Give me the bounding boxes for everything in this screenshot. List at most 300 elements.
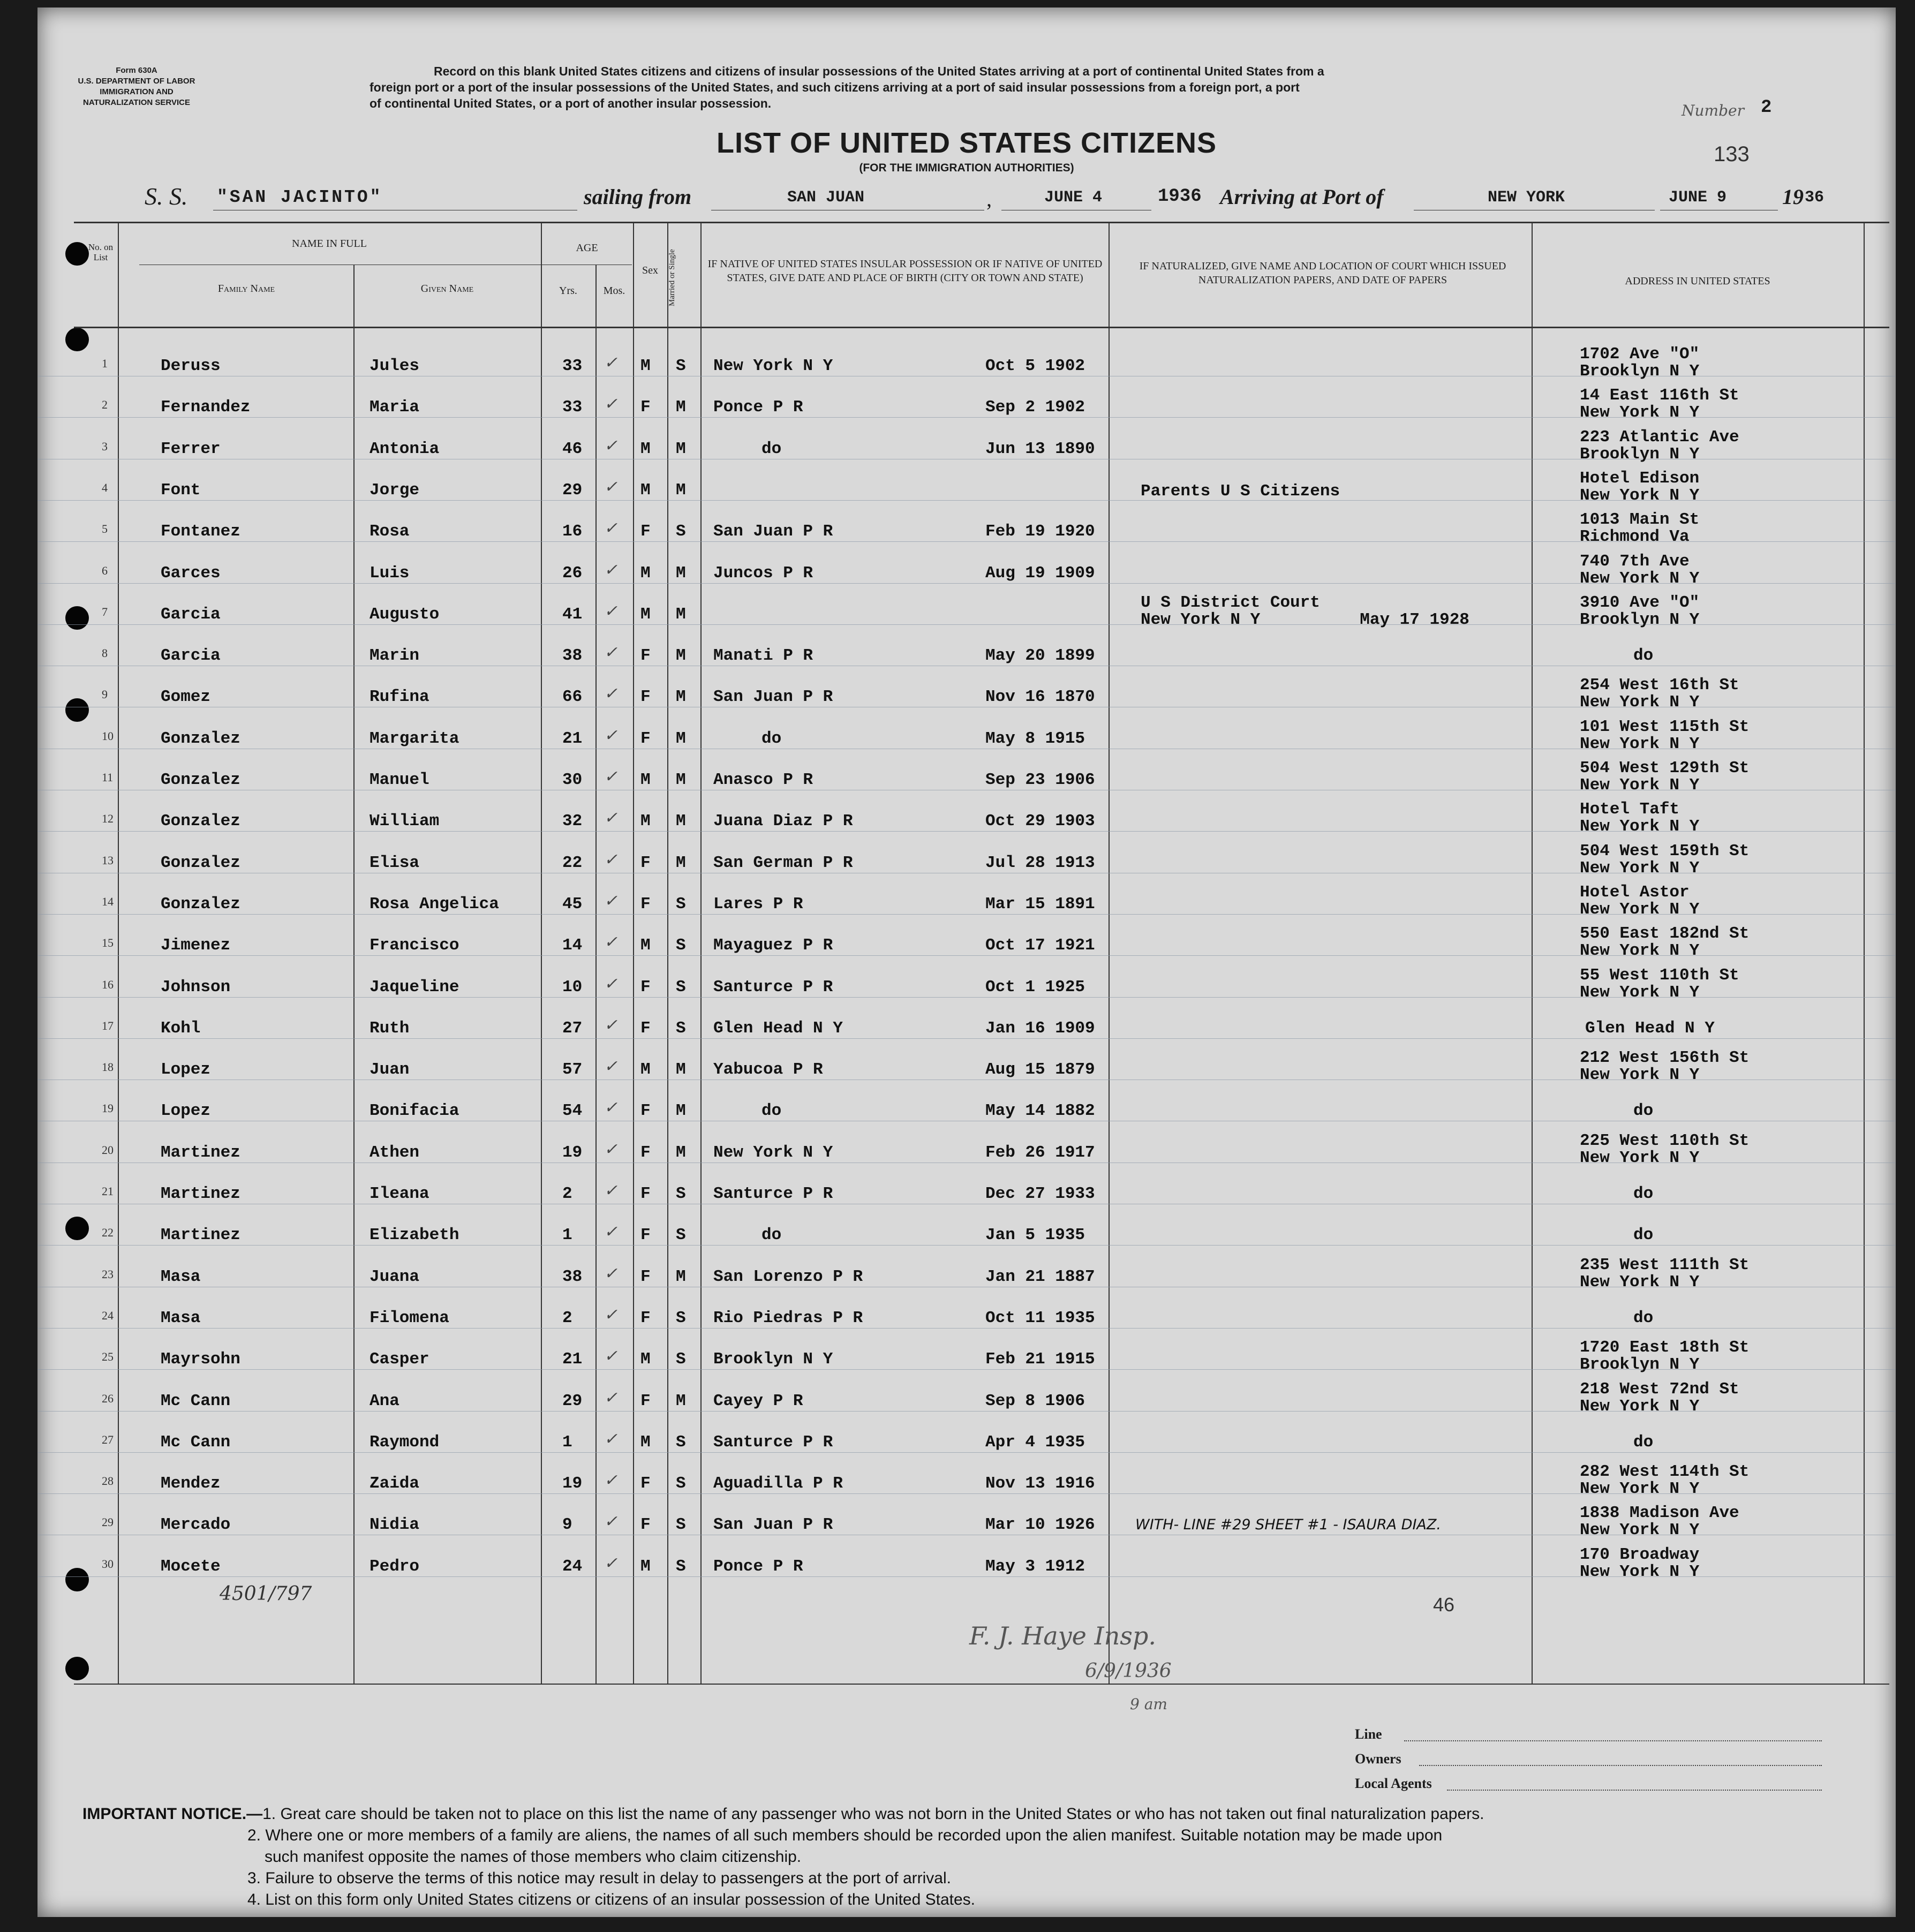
birth-place: New York N Y (713, 357, 833, 375)
marital-status: M (676, 605, 686, 624)
age-years: 33 (562, 357, 583, 375)
marital-status: M (676, 1391, 686, 1410)
birth-place: Glen Head N Y (713, 1018, 843, 1038)
local-agents-field-label: Local Agents (1355, 1776, 1432, 1791)
verification-check-mark: ✓ (604, 436, 618, 455)
birth-place: Santurce P R (713, 977, 833, 997)
notice-item: 4. List on this form only United States citizens or citizens of an insular possession of the United States. (247, 1891, 976, 1908)
marital-status: S (676, 1515, 686, 1535)
row-number: 27 (102, 1432, 114, 1446)
address-line: New York N Y (1580, 1397, 1700, 1416)
address-line: do (1633, 1226, 1654, 1245)
age-years: 24 (562, 1557, 583, 1576)
marital-status: S (676, 977, 686, 997)
address-line: Richmond Va (1580, 527, 1690, 547)
birth-place: Cayey P R (713, 1391, 803, 1410)
given-name: Elizabeth (370, 1226, 459, 1245)
address-line: 170 Broadway (1580, 1545, 1700, 1564)
birth-place: San Juan P R (713, 522, 833, 541)
port-to: NEW YORK (1488, 188, 1565, 207)
age-years: 30 (562, 771, 583, 789)
birth-date: Feb 19 1920 (985, 522, 1095, 541)
verification-check-mark: ✓ (604, 1264, 618, 1283)
birth-date: Nov 13 1916 (985, 1474, 1095, 1493)
family-name: Lopez (161, 1101, 211, 1121)
age-years: 21 (562, 729, 583, 748)
row-number: 10 (102, 729, 114, 743)
given-name: Margarita (370, 729, 459, 748)
department: U.S. DEPARTMENT OF LABOR (78, 77, 195, 86)
family-name: Gonzalez (161, 853, 240, 872)
birth-place: do (762, 1101, 782, 1121)
naturalization-info: Parents U S Citizens (1141, 481, 1340, 501)
owners-field (1419, 1765, 1822, 1766)
age-years: 27 (562, 1018, 583, 1038)
punch-hole (65, 1568, 89, 1591)
column-rule (667, 222, 668, 1684)
family-name: Mercado (161, 1515, 231, 1535)
form-title: LIST OF UNITED STATES CITIZENS (717, 127, 1217, 159)
age-years: 29 (562, 1391, 583, 1410)
address-line: 504 West 129th St (1580, 759, 1750, 778)
family-name: Mc Cann (161, 1432, 231, 1452)
birth-date: Jul 28 1913 (985, 853, 1095, 872)
number-label: Number (1682, 102, 1744, 119)
address-line: do (1633, 1432, 1654, 1452)
family-name: Martinez (161, 1143, 240, 1162)
punch-hole (65, 328, 89, 351)
birth-place: Santurce P R (713, 1184, 833, 1203)
marital-status: S (676, 1350, 686, 1369)
header-given-name: Given Name (420, 283, 474, 295)
given-name: Marin (370, 646, 420, 666)
sex: M (640, 771, 651, 789)
address-line: New York N Y (1580, 486, 1700, 505)
column-rule (118, 222, 119, 1684)
marital-status: M (676, 646, 686, 666)
address-line: New York N Y (1580, 817, 1700, 836)
age-years: 14 (562, 936, 583, 955)
address-line: do (1633, 1184, 1654, 1203)
marital-status: M (676, 1267, 686, 1286)
row-number: 6 (102, 563, 108, 577)
marital-status: M (676, 480, 686, 500)
marital-status: S (676, 1432, 686, 1452)
address-line: 1838 Madison Ave (1580, 1504, 1739, 1523)
given-name: Jaqueline (370, 977, 459, 997)
sex: F (640, 977, 651, 997)
row-number: 21 (102, 1184, 114, 1198)
address-line: 55 West 110th St (1580, 965, 1739, 985)
verification-check-mark: ✓ (604, 601, 618, 621)
sex: M (640, 563, 651, 583)
address-line: Brooklyn N Y (1580, 610, 1700, 629)
address-line: 14 East 116th St (1580, 386, 1739, 405)
verification-check-mark: ✓ (604, 1139, 618, 1159)
punch-hole (65, 606, 89, 630)
address-line: Glen Head N Y (1585, 1018, 1715, 1038)
given-name: Ileana (370, 1184, 429, 1203)
column-rule (1864, 222, 1865, 1684)
given-name: Bonifacia (370, 1101, 459, 1121)
comma: , (986, 187, 992, 211)
marital-status: M (676, 771, 686, 789)
form-instruction (370, 63, 1324, 111)
family-name: Masa (161, 1267, 201, 1286)
marital-status: S (676, 357, 686, 375)
header-married-single: Married or Single (668, 249, 676, 307)
row-number: 18 (102, 1060, 114, 1074)
year-prefix: 19 (1782, 185, 1804, 209)
given-name: Raymond (370, 1432, 440, 1452)
verification-check-mark: ✓ (604, 560, 618, 579)
birth-place: New York N Y (713, 1143, 833, 1162)
verification-check-mark: ✓ (604, 809, 618, 828)
birth-date: Oct 17 1921 (985, 936, 1095, 955)
marital-status: S (676, 1226, 686, 1245)
sailing-label: sailing from (584, 185, 692, 209)
family-name: Ferrer (161, 439, 221, 458)
row-number: 20 (102, 1143, 114, 1157)
verification-check-mark: ✓ (604, 1471, 618, 1490)
age-years: 2 (562, 1184, 572, 1203)
notice-item: 3. Failure to observe the terms of this notice may result in delay to passengers at the port of arrival. (247, 1869, 951, 1887)
row-number: 28 (102, 1474, 114, 1488)
verification-check-mark: ✓ (604, 643, 618, 662)
family-name: Mocete (161, 1557, 221, 1576)
family-name: Gonzalez (161, 812, 240, 831)
verification-check-mark: ✓ (604, 519, 618, 538)
verification-check-mark: ✓ (604, 726, 618, 745)
row-number: 25 (102, 1350, 114, 1364)
inspector-date: 6/9/1936 (1085, 1660, 1172, 1682)
address-line: 3910 Ave "O" (1580, 593, 1700, 612)
row-number: 7 (102, 605, 108, 618)
row-number: 13 (102, 853, 114, 867)
family-name: Fontanez (161, 522, 240, 541)
birth-date: May 3 1912 (985, 1557, 1085, 1576)
important-notice (82, 1803, 1484, 1911)
family-name: Kohl (161, 1018, 201, 1038)
birth-date: Mar 10 1926 (985, 1515, 1095, 1535)
given-name: William (370, 812, 440, 831)
address-line: 225 West 110th St (1580, 1131, 1750, 1150)
given-name: Francisco (370, 936, 459, 955)
given-name: Antonia (370, 439, 440, 458)
sex: M (640, 480, 651, 500)
row-number: 4 (102, 480, 108, 494)
sex: F (640, 1391, 651, 1410)
marital-status: S (676, 1308, 686, 1327)
given-name: Casper (370, 1350, 429, 1369)
verification-check-mark: ✓ (604, 353, 618, 372)
sex: F (640, 688, 651, 707)
marital-status: M (676, 729, 686, 748)
family-name: Gonzalez (161, 729, 240, 748)
address-line: Hotel Taft (1580, 800, 1680, 819)
age-years: 29 (562, 480, 583, 500)
given-name: Zaida (370, 1474, 420, 1493)
marital-status: M (676, 853, 686, 872)
form-number: Form 630A (116, 66, 157, 75)
line-field-label: Line (1355, 1726, 1382, 1742)
address-line: Hotel Edison (1580, 469, 1700, 488)
row-rule (37, 1328, 1896, 1329)
age-years: 22 (562, 853, 583, 872)
row-number: 5 (102, 522, 108, 536)
verification-check-mark: ✓ (604, 1512, 618, 1531)
marital-status: S (676, 1557, 686, 1576)
age-years: 45 (562, 894, 583, 914)
age-years: 54 (562, 1101, 583, 1121)
birth-date: Dec 27 1933 (985, 1184, 1095, 1203)
sex: M (640, 1432, 651, 1452)
column-rule (1109, 222, 1110, 1684)
given-name: Juan (370, 1060, 410, 1080)
birth-place: Ponce P R (713, 398, 803, 417)
age-years: 41 (562, 605, 583, 624)
row-number: 16 (102, 977, 114, 991)
address-line: New York N Y (1580, 1480, 1700, 1499)
address-line: New York N Y (1580, 693, 1700, 712)
birth-date: Mar 15 1891 (985, 894, 1095, 914)
birth-date: Nov 16 1870 (985, 688, 1095, 707)
birth-place: do (762, 729, 782, 748)
age-years: 38 (562, 1267, 583, 1286)
number-value: 2 (1761, 97, 1772, 118)
row-number: 30 (102, 1557, 114, 1571)
address-line: 254 West 16th St (1580, 676, 1739, 695)
date-to: JUNE 9 (1669, 188, 1727, 207)
marital-status: S (676, 1184, 686, 1203)
address-line: 218 West 72nd St (1580, 1379, 1739, 1399)
family-name: Fernandez (161, 398, 251, 417)
address-line: 1720 East 18th St (1580, 1338, 1750, 1357)
verification-check-mark: ✓ (604, 974, 618, 993)
address-line: New York N Y (1580, 1066, 1700, 1085)
header-age: AGE (576, 242, 598, 254)
family-name: Mc Cann (161, 1391, 231, 1410)
given-name: Nidia (370, 1515, 420, 1535)
header-address: ADDRESS IN UNITED STATES (1625, 275, 1770, 287)
address-line: do (1633, 646, 1654, 666)
age-years: 38 (562, 646, 583, 666)
family-name: Garces (161, 563, 221, 583)
notice-item: such manifest opposite the names of those members who claim citizenship. (265, 1848, 802, 1866)
row-number: 23 (102, 1267, 114, 1281)
address-line: New York N Y (1580, 1521, 1700, 1540)
row30-note: 4501/797 (220, 1583, 312, 1605)
age-years: 16 (562, 522, 583, 541)
line-field (1404, 1740, 1822, 1741)
row-rule (37, 1038, 1896, 1039)
address-line: 550 East 182nd St (1580, 924, 1750, 944)
marital-status: S (676, 894, 686, 914)
marital-status: M (676, 812, 686, 831)
row-number: 19 (102, 1101, 114, 1115)
owners-field-label: Owners (1355, 1751, 1401, 1767)
table-bottom-rule (74, 1684, 1889, 1685)
column-rule (633, 222, 634, 1684)
age-years: 9 (562, 1515, 572, 1535)
birth-date: Sep 23 1906 (985, 771, 1095, 789)
family-name: Mendez (161, 1474, 221, 1493)
birth-date: Jan 21 1887 (985, 1267, 1095, 1286)
header-name-in-full: NAME IN FULL (292, 238, 367, 250)
manifest-sheet (37, 7, 1896, 1917)
year-to: 36 (1805, 188, 1824, 207)
verification-check-mark: ✓ (604, 1181, 618, 1200)
total-count: 46 (1433, 1594, 1455, 1616)
sex: F (640, 1226, 651, 1245)
birth-date: Oct 11 1935 (985, 1308, 1095, 1327)
given-name: Elisa (370, 853, 420, 872)
address-line: Brooklyn N Y (1580, 444, 1700, 464)
row-number: 12 (102, 812, 114, 826)
birth-date: Aug 19 1909 (985, 563, 1095, 583)
verification-check-mark: ✓ (604, 1015, 618, 1035)
given-name: Luis (370, 563, 410, 583)
family-name: Martinez (161, 1226, 240, 1245)
verification-check-mark: ✓ (604, 933, 618, 952)
birth-date: Feb 21 1915 (985, 1350, 1095, 1369)
address-line: New York N Y (1580, 734, 1700, 753)
age-years: 19 (562, 1143, 583, 1162)
birth-place: Anasco P R (713, 771, 813, 789)
given-name: Athen (370, 1143, 420, 1162)
given-name: Rosa Angelica (370, 894, 499, 914)
given-name: Jules (370, 357, 420, 375)
family-name: Johnson (161, 977, 231, 997)
family-name: Font (161, 480, 201, 500)
naturalization-info: New York N Y May 17 1928 (1141, 610, 1469, 629)
header-family-name: Family Name (217, 283, 275, 295)
address-line: 740 7th Ave (1580, 552, 1690, 571)
marital-status: S (676, 936, 686, 955)
column-rule (541, 222, 542, 1684)
family-name: Gonzalez (161, 771, 240, 789)
given-name: Ruth (370, 1018, 410, 1038)
sex: F (640, 1474, 651, 1493)
row-number: 11 (102, 771, 114, 784)
notice-heading: IMPORTANT NOTICE.— (82, 1805, 263, 1823)
column-rule (595, 265, 597, 1684)
age-years: 26 (562, 563, 583, 583)
arriving-label: Arriving at Port of (1220, 185, 1384, 209)
row-number: 15 (102, 936, 114, 950)
row-number: 29 (102, 1515, 114, 1529)
header-bottom-rule (74, 327, 1889, 328)
form-subtitle: (FOR THE IMMIGRATION AUTHORITIES) (859, 162, 1074, 174)
punch-hole (65, 1217, 89, 1240)
address-line: New York N Y (1580, 983, 1700, 1002)
verification-check-mark: ✓ (604, 1098, 618, 1118)
row-number: 24 (102, 1308, 114, 1322)
address-line: Brooklyn N Y (1580, 1355, 1700, 1375)
family-name: Garcia (161, 646, 221, 666)
address-line: 1013 Main St (1580, 510, 1700, 530)
family-name: Gomez (161, 688, 211, 707)
instruction-line: of continental United States, or a port of another insular possession. (370, 96, 772, 110)
age-years: 33 (562, 398, 583, 417)
given-name: Manuel (370, 771, 429, 789)
sex: F (640, 1143, 651, 1162)
column-rule (1532, 222, 1533, 1684)
given-name: Rufina (370, 688, 429, 707)
punch-hole (65, 1657, 89, 1680)
verification-check-mark: ✓ (604, 1429, 618, 1448)
birth-place: do (762, 1226, 782, 1245)
birth-place: Manati P R (713, 646, 813, 666)
row-number: 1 (102, 357, 108, 370)
given-name: Pedro (370, 1557, 420, 1576)
address-line: do (1633, 1101, 1654, 1121)
sex: F (640, 1308, 651, 1327)
birth-date: Oct 1 1925 (985, 977, 1085, 997)
birth-place: Juana Diaz P R (713, 812, 853, 831)
given-name: Rosa (370, 522, 410, 541)
given-name: Ana (370, 1391, 399, 1410)
age-years: 19 (562, 1474, 583, 1493)
birth-place: Santurce P R (713, 1432, 833, 1452)
address-line: New York N Y (1580, 1562, 1700, 1581)
birth-date: Jun 13 1890 (985, 439, 1095, 458)
column-rule (353, 265, 355, 1684)
birth-place: San Lorenzo P R (713, 1267, 863, 1286)
header-yrs: Yrs. (559, 285, 577, 297)
verification-check-mark: ✓ (604, 767, 618, 786)
family-name: Lopez (161, 1060, 211, 1080)
address-line: 101 West 115th St (1580, 717, 1750, 736)
marital-status: M (676, 398, 686, 417)
punch-hole (65, 698, 89, 722)
date-from: JUNE 4 (1044, 188, 1103, 207)
address-line: do (1633, 1308, 1654, 1327)
age-years: 1 (562, 1226, 572, 1245)
inspector-signature: F. J. Haye Insp. (969, 1621, 1156, 1650)
birth-date: May 8 1915 (985, 729, 1085, 748)
family-name: Deruss (161, 357, 221, 375)
sex: M (640, 936, 651, 955)
given-name: Maria (370, 398, 420, 417)
row-number: 14 (102, 894, 114, 908)
marital-status: M (676, 1060, 686, 1080)
address-line: New York N Y (1580, 776, 1700, 795)
age-years: 46 (562, 439, 583, 458)
sex: M (640, 1350, 651, 1369)
marital-status: M (676, 1143, 686, 1162)
address-line: New York N Y (1580, 941, 1700, 961)
verification-check-mark: ✓ (604, 1222, 618, 1242)
sex: M (640, 1557, 651, 1576)
family-name: Gonzalez (161, 894, 240, 914)
ss-label: S. S. (145, 183, 188, 210)
birth-place: Aguadilla P R (713, 1474, 843, 1493)
verification-check-mark: ✓ (604, 891, 618, 910)
sex: M (640, 812, 651, 831)
given-name: Filomena (370, 1308, 449, 1327)
address-line: 235 West 111th St (1580, 1255, 1750, 1274)
notice-item: 2. Where one or more members of a family are aliens, the names of all such members should be recorded upon the alien manifest. Suitable notation may be made upon (247, 1827, 1443, 1844)
header-no: No. on List (88, 242, 114, 262)
sex: M (640, 605, 651, 624)
header-birth: IF NATIVE OF UNITED STATES INSULAR POSSESSION OR IF NATIVE OF UNITED STATES, GIVE DATE AND PLACE OF BIRTH (CITY OR TOWN AND STATE) (707, 258, 1103, 284)
verification-check-mark: ✓ (604, 395, 618, 414)
local-agents-field (1447, 1790, 1822, 1791)
header-naturalized: IF NATURALIZED, GIVE NAME AND LOCATION OF COURT WHICH ISSUED NATURALIZATION PAPERS, AND DATE OF PAPERS (1139, 260, 1506, 286)
marital-status: S (676, 1018, 686, 1038)
header-sex: Sex (642, 265, 658, 276)
